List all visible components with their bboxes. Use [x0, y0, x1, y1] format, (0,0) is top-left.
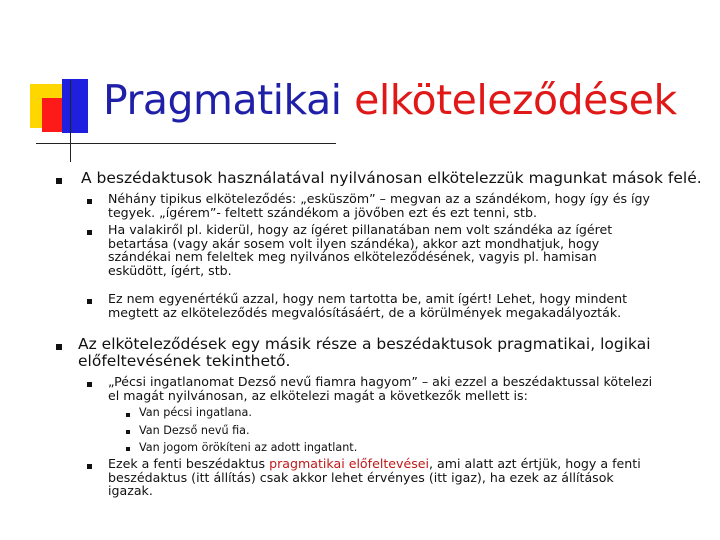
bullet-2-text	[78, 336, 651, 370]
bullet-square-icon	[126, 447, 130, 451]
bullet-square-icon	[87, 464, 92, 469]
text-segment: Ezek a fenti beszédaktus	[108, 456, 270, 471]
text-line: Néhány tipikus elköteleződés: „esküszöm” – megvan az a szándékom, hogy így és így	[108, 191, 650, 206]
text-line: Az elköteleződések egy másik része a beszédaktusok pragmatikai, logikai	[78, 335, 651, 353]
text-line: előfeltevésének tekinthető.	[78, 352, 291, 370]
bullet-square-icon	[87, 199, 92, 204]
title-vertical-rule	[70, 80, 71, 162]
bullet-2-sub-1-text	[108, 375, 652, 402]
logo-blue-square	[62, 79, 88, 133]
text-line: megtett az elköteleződés megvalósításáért, de a körülmények megakadályozták.	[108, 304, 622, 320]
text-line: Ez nem egyenértékű azzal, hogy nem tartotta be, amit ígért! Lehet, hogy mindent	[108, 291, 628, 306]
text-line: el magát nyilvánosan, az elkötelezi magát a következők mellett is:	[108, 387, 528, 403]
bullet-2-sub-1-item-3: Van jogom örökíteni az adott ingatlant.	[139, 441, 358, 454]
text-line: tegyek. „ígérem”- feltett szándékom a jövőben ezt és ezt tenni, stb.	[108, 204, 537, 220]
text-line: igazak.	[108, 483, 153, 499]
bullet-2-sub-2-text	[108, 457, 641, 498]
text-line: beszédaktus (itt állítás) csak akkor lehet érvényes (itt igaz), ha ezek az állítások	[108, 469, 614, 485]
highlighted-term: pragmatikai előfeltevései	[269, 456, 430, 471]
bullet-1-text	[81, 170, 702, 187]
bullet-2-sub-1-item-1: Van pécsi ingatlana.	[139, 406, 252, 419]
title-part-2-accent: elköteleződések	[354, 76, 677, 124]
text-segment: , ami alatt azt értjük, hogy a fenti	[429, 456, 641, 471]
text-line: Ha valakiről pl. kiderül, hogy az ígéret pillanatában nem volt szándéka az ígéret	[108, 222, 613, 237]
title-horizontal-rule	[36, 143, 336, 144]
title-part-1: Pragmatikai	[103, 76, 355, 124]
bullet-square-icon	[87, 382, 92, 387]
text-line: betartása (vagy akár sosem volt ilyen szándéka), akkor azt mondhatjuk, hogy	[108, 235, 600, 251]
text-line: szándékai nem feleltek meg nyilvános elköteleződésének, vagyis pl. hamisan	[108, 249, 597, 265]
bullet-square-icon	[87, 299, 92, 304]
slide-title	[103, 76, 677, 124]
bullet-square-icon	[126, 430, 130, 434]
text-line: „Pécsi ingatlanomat Dezső nevű fiamra hagyom” – aki ezzel a beszédaktussal kötelezi	[108, 374, 653, 389]
bullet-square-icon	[126, 413, 130, 417]
text-line: esküdött, ígért, stb.	[108, 263, 232, 279]
text-line	[108, 457, 641, 471]
bullet-1-sub-2-text	[108, 223, 612, 278]
bullet-square-icon	[56, 344, 62, 350]
bullet-2-sub-1-item-2: Van Dezső nevű fia.	[139, 424, 250, 437]
bullet-square-icon	[87, 230, 92, 235]
bullet-1-sub-1-text	[108, 192, 650, 219]
bullet-square-icon	[56, 178, 62, 184]
bullet-1-sub-3-text	[108, 292, 627, 319]
bullet-1-line: A beszédaktusok használatával nyilvánosan elkötelezzük magunkat mások felé.	[81, 169, 702, 187]
